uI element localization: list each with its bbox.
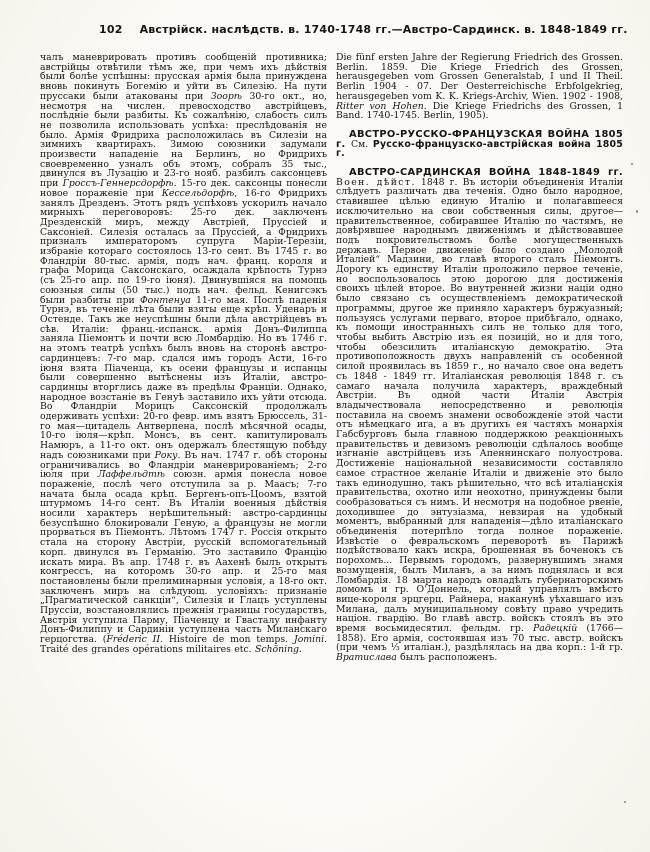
paragraph-continuation-1740-1748: чалъ маневрировать противъ сообщеній противника; австрійцы отвѣтили тѣмъ же, при чемъ ихъ дѣйствія были болѣе успѣшны: прусская армія была принуждена вновь покинуть Богемію и уйти въ Силезію. На пути пруссаки были атакованы при Зоорѣ 30-го окт., но, несмотря на числен. превосходство австрійцевъ, послѣдніе были разбиты. Къ сожалѣнію, слабость силъ не позволила использовать успѣха: преслѣдованія не было. Армія Фридриха расположилась въ Силезіи на зимнихъ квартирахъ. Зимою союзники задумали произвести нападеніе на Берлинъ, но Фридрихъ своевременно узналъ объ этомъ, собралъ 35 тыс., двинулся въ Лузацію и 23-го нояб. разбилъ саксонцевъ при Гроссъ-Геннерсдорфѣ. 15-го дек. саксонцы понесли новое пораженіе при Кессельдорфѣ, 16-го Фридрихъ занялъ Дрезденъ. Этотъ рядъ успѣховъ ускорилъ начало мирныхъ переговоровъ: 25-го дек. заключенъ Дрезденскій миръ, между Австріей, Пруссіей и Саксоніей. Силезія осталась за Пруссіей, а Фридрихъ призналъ императоромъ супруга Маріи-Терезіи, избраніе котораго состоялось 13-го сент. Въ 1745 г. во Фландріи 80-тыс. армія, подъ нач. франц. короля и графа Морица Саксонскаго, осаждала крѣпость Турнэ (съ 25-го апр. по 19-го іюня). Двинувшіяся на помощь союзныя силы (50 тыс.) подъ нач. фельд. Кенигсэкъ были разбиты при Фонтенуа 11-го мая. Послѣ паденія Турнэ, въ теченіе лѣта были взяты еще крѣп. Уденаръ и Остенде. Такъ же неуспѣшны были дѣла австрійцевъ въ сѣв. Италіи: франц.-испанск. армія Донъ-Филиппа заняла Піемонтъ и почти всю Ломбардію. Но въ 1746 г. на этомъ театрѣ успѣхъ былъ вновь на сторонѣ австро-сардинцевъ: 7-го мар. сдался имъ городъ Асти, 16-го іюня взята Піаченца, къ осени французы и испанцы были совершенно вытѣснены изъ Италіи, австро-сардинцы вторглись даже въ предѣлы Франціи. Однако, народное возстаніе въ Генуѣ заставило ихъ уйти отсюда. Во Фландріи Морицъ Саксонскій продолжалъ одерживать успѣхи: 20-го февр. имъ взятъ Брюссель, 31-го мая—цитадель Антверпена, послѣ мѣсячной осады, 10-го іюля—крѣп. Монсъ, въ сент. капитулировалъ Намюръ, а 11-го окт. онъ одержалъ блестящую побѣду надъ союзниками при Року. Въ нач. 1747 г. обѣ стороны ограничивались во Фландріи маневрированіемъ; 2-го іюля при Лаффельдтѣ союзн. армія понесла новое пораженіе, послѣ чего отступила за р. Маасъ; 7-го начата была осада крѣп. Бергенъ-опъ-Цоомъ, взятой штурмомъ 14-го сент. Въ Италіи военныя дѣйствія носили характеръ нерѣшительный: австро-сардинцы безуспѣшно блокировали Геную, а французы не могли прорваться въ Піемонтъ. Лѣтомъ 1747 г. Россія открыто стала на сторону Австріи, русскій вспомогательный корп. двинулся въ Германію. Это заставило Францію искать мира. Въ апр. 1748 г. въ Аахенѣ былъ открытъ конгрессъ, на которомъ 30-го апр. и 25-го мая постановлены были прелиминарныя условія, а 18-го окт. заключенъ миръ на слѣдующ. условіяхъ: признаніе „Прагматической санкціи“, Силезія и Глацъ уступлены Пруссіи, возстановлялись прежнія границы государствъ, Австрія уступила Парму, Піаченцу и Гвасталу инфанту Донъ-Филиппу и Сардиніи уступлена часть Миланскаго герцогства. (Fréderic II. Histoire de mon temps. Jomini. Traité des grandes opérations militaires etc. Schöning.: [40, 52, 328, 655]
scan-speck: [631, 163, 633, 165]
text-columns: [40, 53, 623, 663]
left-column: [40, 53, 327, 663]
scan-speck: [636, 210, 638, 213]
article-austro-russko-francuzskaya-1805: АВСТРО-РУССКО-ФРАНЦУЗСКАЯ ВОЙНА 1805 г. См. Русско-французско-австрійская война 1805 г.: [336, 128, 623, 160]
scan-speck: [624, 801, 626, 803]
right-column: [336, 53, 623, 663]
page-number: 102: [99, 23, 123, 36]
paragraph-bibliography-end: Die fünf ersten Jahre der Regierung Friedrich des Grossen. Berlin. 1859. Die Kriege Friedrich des Grossen, herausgegeben vom Grossen Generalstab, I und II Theil. Berlin 1904 - 07. Der Oesterreichische Erbfolgekrieg, herausgegeben vom K. K. Kriegs-Archiv, Wien. 1902 - 1908, Ritter von Hohen. Die Kriege Friedrichs des Grossen, 1 Band. 1740-1745. Berlin, 1905).: [336, 52, 623, 122]
article-austro-sardinskaya-1848: АВСТРО-САРДИНСКАЯ ВОЙНА 1848-1849 гг. Воен. дѣйст. 1848 г. Въ исторіи объединенія Италіи слѣдуетъ различать два теченія. Одно было народное, ставившее цѣлью единую Италію и полагавшееся исключительно на свои собственныя силы, другое—правительственное, собиравшее Италію по частямъ, не довѣрявшее народнымъ движеніямъ и дѣйствовавшее подъ покровительствомъ болѣе могущественныхъ державъ. Первое движеніе было создано „Молодой Италіей“ Мадзини, во главѣ второго сталъ Піемонтъ. Дорогу къ единству Италіи проложило первое теченіе, но воспользовалось этою дорогою для достиженія своихъ цѣлей второе. Во внутренней жизни націи одно было связано съ осуществленіемъ демократической программы, другое же приняло характеръ буржуазный; пользуясь услугами перваго, второе прибѣгало, однако, къ помощи иностранныхъ силъ не только для того, чтобы выбить Австрію изъ ея позицій, но и для того, чтобы обезсилить италіанскую демократію. Эта противоположность двухъ направленій съ особенной силой проявилась въ 1859 г., но начало свое она ведетъ съ 1848 - 1849 гг. Италіанская революція 1848 г. съ самаго начала получила характеръ, враждебный Австріи. Въ одной части Италіи Австрія владычествовала непосредственно и революція поставила на своемъ знамени освобожденіе этой части отъ нѣмецкаго ига, а въ другихъ ея частяхъ монархія Габсбурговъ была главною поддержкою реакціонныхъ правительствъ и девизомъ революціи сдѣлалось вообще изгнаніе австрійцевъ изъ Апеннинскаго полуострова. Достиженіе національной независимости составляло самое страстное желаніе Италіи и движеніе это было такъ единодушно, такъ рѣшительно, что всѣ италіанскія правительства, охотно или неохотно, принуждены были сообразоваться съ нимъ. И несмотря на подобное рвеніе, доходившее до энтузіазма, невзирая на удобный моментъ, выбранный для нападенія—дѣло италіанскаго объединенія потерпѣло тогда полное пораженіе. Извѣстіе о февральскомъ переворотѣ въ Парижѣ подѣйствовало какъ искра, брошенная въ боченокъ съ порохомъ... Первымъ городомъ, развернувшимъ знамя возмущенія, былъ Миланъ, а за нимъ поднялась и вся Ломбардія. 18 марта народъ овладѣлъ губернаторскимъ домомъ и гр. О’Доннель, который управлялъ вмѣсто вице-короля эрцгерц. Райнера, наканунѣ уѣхавшаго изъ Милана, далъ муниципальному совѣту право учредить націон. гвардію. Во главѣ австр. войскъ стоялъ въ это время восьмидесятил. фельдм. гр. Радецкій (1766—1858). Его армія, состоявшая изъ 70 тыс. австр. войскъ (при чемъ ⅓ италіан.), раздѣлялась на два корп.: 1-й гр. Вратислава былъ расположенъ.: [336, 167, 623, 664]
header-title: Австрійск. наслѣдств. в. 1740-1748 гг.—Австро-Сардинск. в. 1848-1849 гг.: [139, 23, 628, 36]
running-header: [99, 23, 628, 36]
